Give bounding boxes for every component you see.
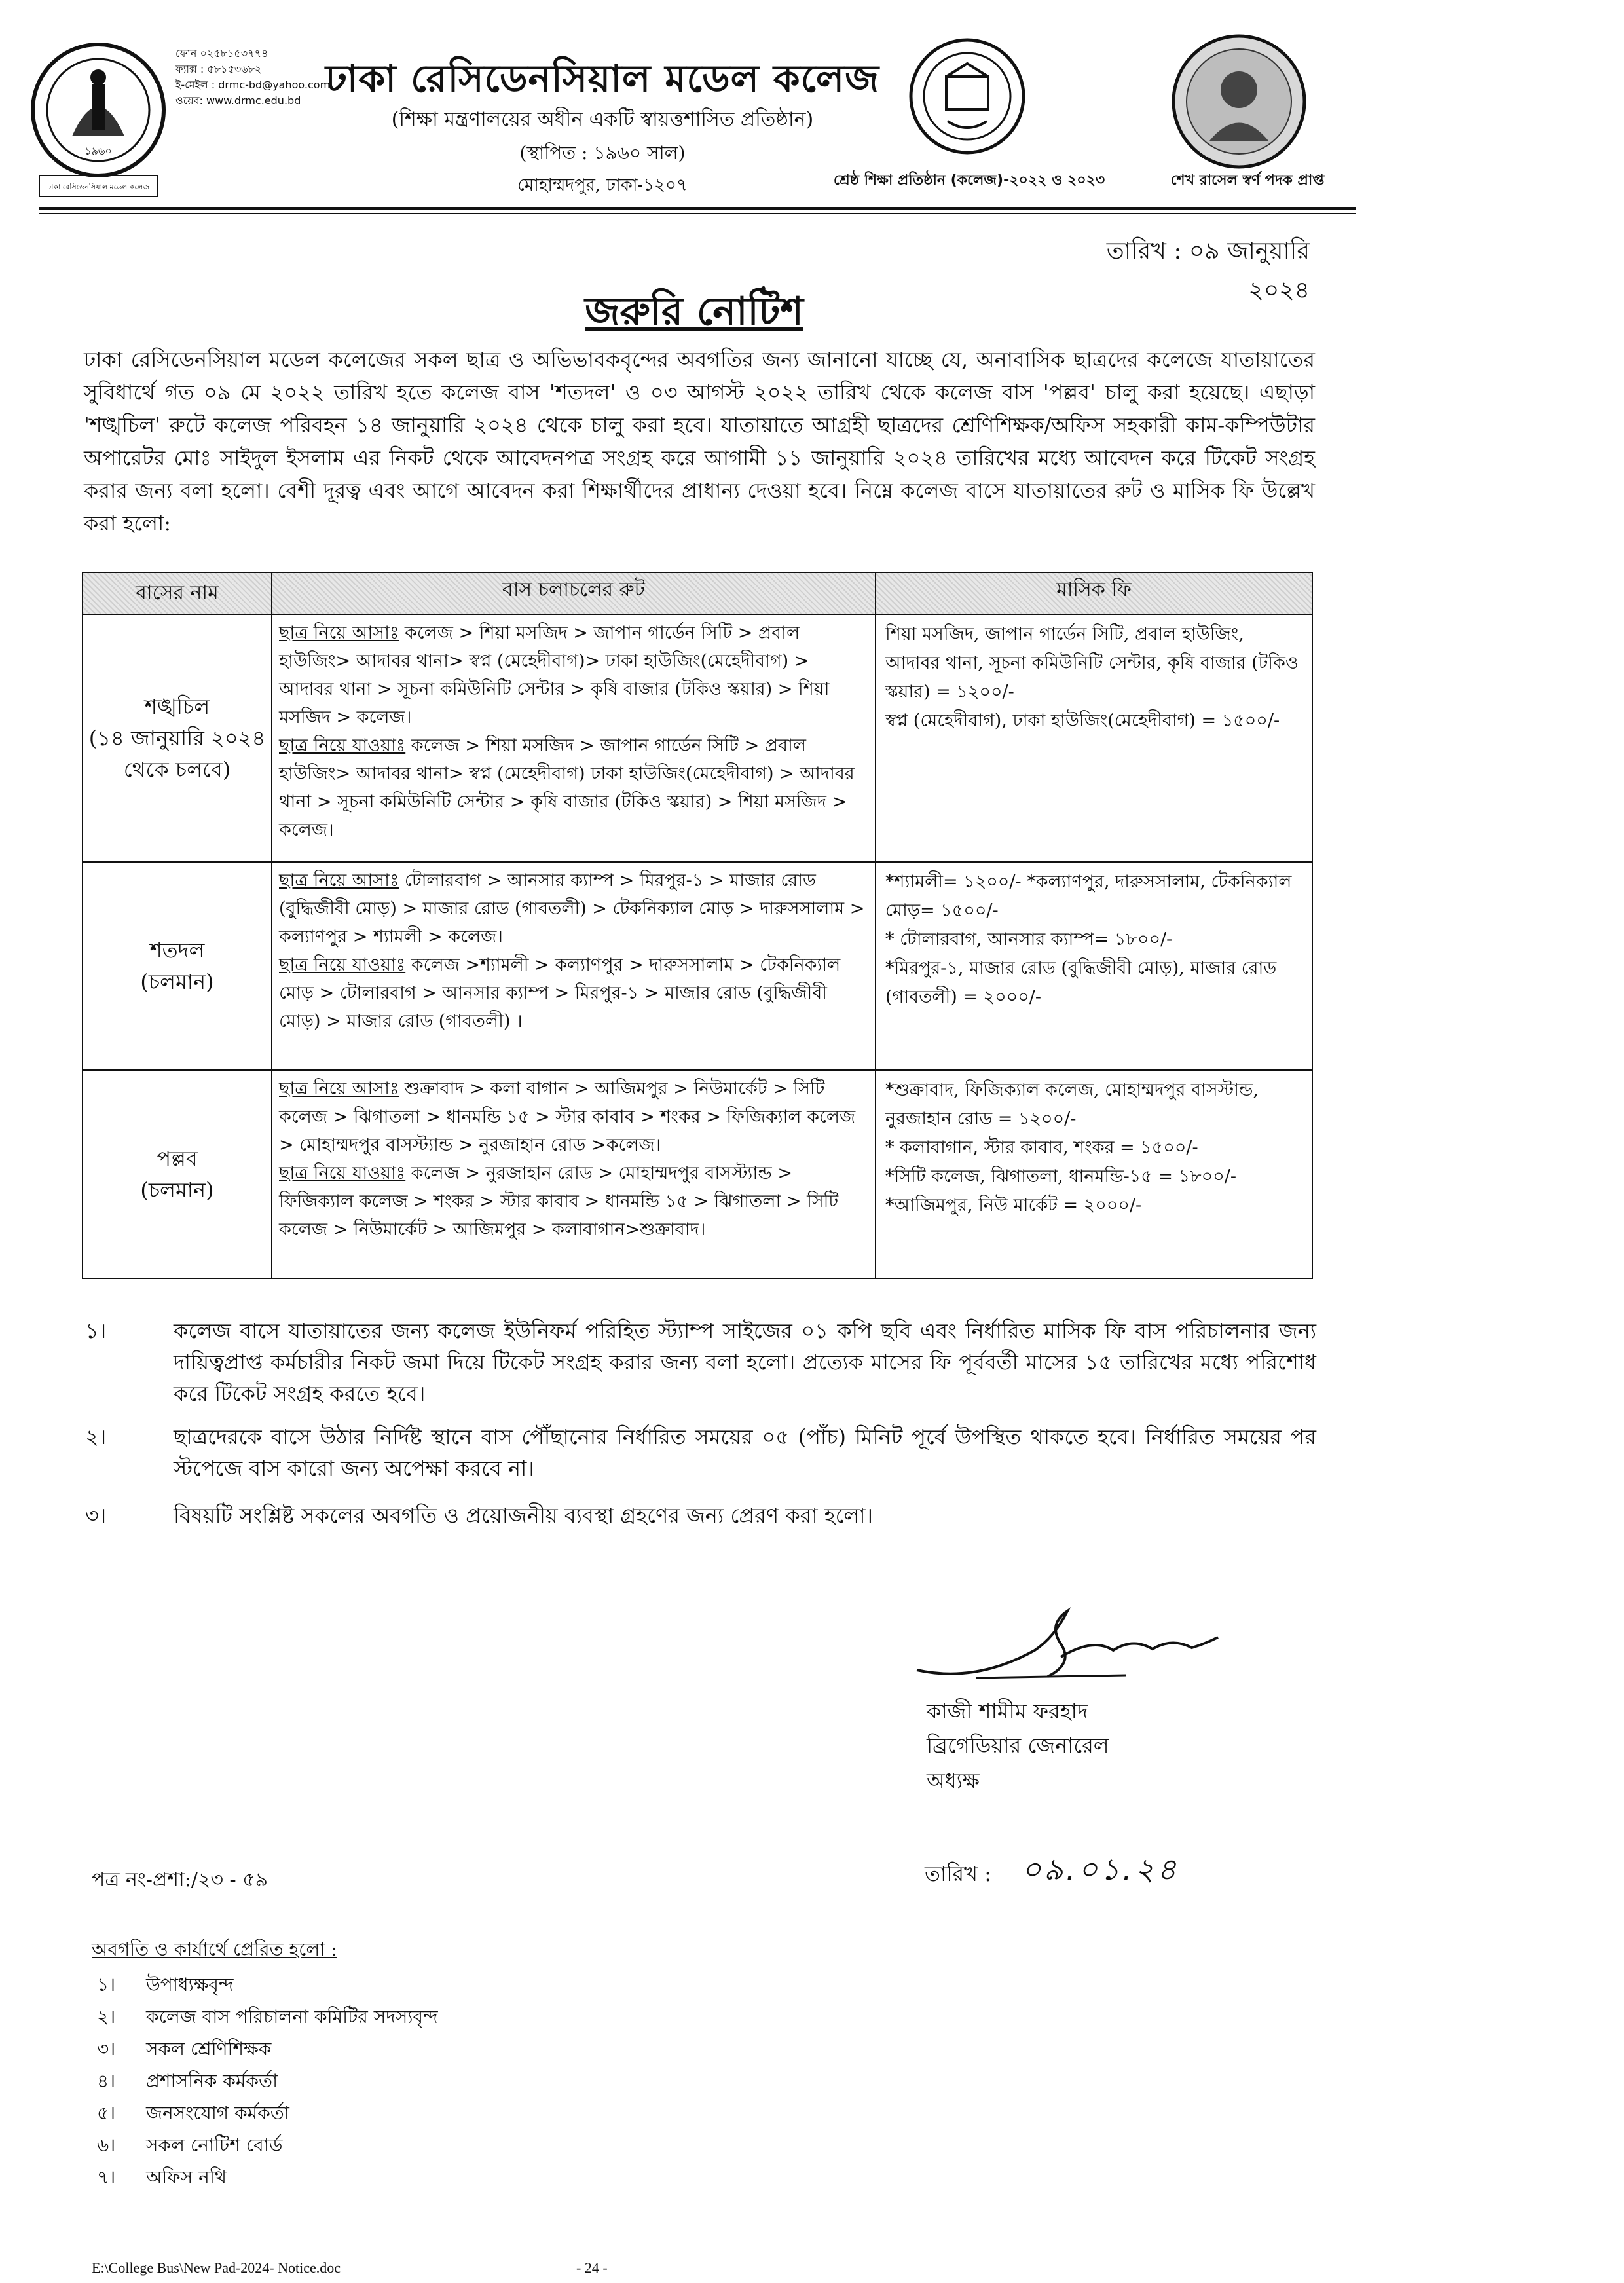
memo-date-value: ০৯.০১.২৪ (1022, 1851, 1179, 1887)
bus-status: (চলমান) (140, 969, 214, 994)
list-item (97, 2033, 438, 2065)
bus-name-cell (83, 614, 272, 862)
fee-line: *শ্যামলী= ১২০০/- *কল্যাণপুর, দারুসসালাম, টেকনিক্যাল মোড়= ১৫০০/- (885, 872, 1292, 921)
list-item (97, 1969, 438, 2001)
fee-cell (876, 862, 1312, 1070)
list-item-number: ২। (97, 2006, 116, 2028)
pickup-label: ছাত্র নিয়ে আসাঃ (279, 1079, 399, 1099)
college-address: মোহাম্মদপুর, ঢাকা-১২০৭ (517, 176, 688, 195)
instruction-text: কলেজ বাসে যাতায়াতের জন্য কলেজ ইউনিফর্ম পরিহিত স্ট্যাম্প সাইজের ০১ কপি ছবি এবং নির্ধারিত মাসিক ফি বাস পরিচালনার জন্য দায়িত্বপ্রাপ্ত কর্মচারীর নিকট জমা দিয়ে টিকেট সংগ্রহ করার জন্য বলা হলো। প্রত্যেক মাসের ফি পূর্ববর্তী মাসের ১৫ তারিখের মধ্যে পরিশোধ করে টিকেট সংগ্রহ করতে হবে। (174, 1318, 1316, 1406)
bus-status: (চলমান) (140, 1178, 214, 1202)
footer-page-number: - 24 - (576, 2259, 608, 2276)
fee-line: শিয়া মসজিদ, জাপান গার্ডেন সিটি, প্রবাল হাউজিং, আদাবর থানা, সূচনা কমিউনিটি সেন্টার, কৃষি বাজার (টকিও স্কয়ার) = ১২০০/- (885, 624, 1299, 702)
pickup-route: শুক্রাবাদ > কলা বাগান > আজিমপুর > নিউমার্কেট > সিটি কলেজ > ঝিগাতলা > ধানমন্ডি ১৫ > স্টার কাবাব > শংকর > ফিজিক্যাল কলেজ > মোহাম্মদপুর বাসস্ট্যান্ড > নুরজাহান রোড >কলেজ। (279, 1079, 856, 1155)
fee-cell (876, 614, 1312, 862)
bus-status: (১৪ জানুয়ারি ২০২৪ থেকে চলবে) (88, 726, 266, 782)
college-logo (26, 38, 170, 202)
list-item (97, 2097, 438, 2129)
bus-name: শতদল (149, 938, 205, 963)
drop-label: ছাত্র নিয়ে যাওয়াঃ (279, 735, 406, 756)
instruction-text: বিষয়টি সংশ্লিষ্ট সকলের অবগতি ও প্রয়োজনীয় ব্যবস্থা গ্রহণের জন্য প্রেরণ করা হলো। (174, 1503, 874, 1528)
copy-to-heading: অবগতি ও কার্যার্থে প্রেরিত হলো : (92, 1939, 337, 1960)
fee-line: * টোলারবাগ, আনসার ক্যাম্প= ১৮০০/- (885, 929, 1173, 950)
table-row (83, 862, 1312, 1070)
pickup-route: কলেজ > শিয়া মসজিদ > জাপান গার্ডেন সিটি > প্রবাল হাউজিং> আদাবর থানা> স্বপ্ন (মেহেদীবাগ)> ঢাকা হাউজিং(মেহেদীবাগ) > আদাবর থানা > সূচনা কমিউনিটি সেন্টার > কৃষি বাজার (টকিও স্কয়ার) > শিয়া মসজিদ > কলেজ। (279, 623, 830, 728)
list-item-text: সকল শ্রেণিশিক্ষক (146, 2038, 272, 2060)
instruction-item (85, 1421, 1316, 1484)
list-item-number: ৫। (97, 2102, 116, 2124)
list-item-text: অফিস নথি (146, 2166, 227, 2188)
list-item-number: ৬। (97, 2134, 116, 2156)
route-cell (272, 1070, 876, 1278)
fee-line: স্বপ্ন (মেহেদীবাগ), ঢাকা হাউজিং(মেহেদীবাগ) = ১৫০০/- (885, 711, 1280, 731)
drop-label: ছাত্র নিয়ে যাওয়াঃ (279, 1163, 406, 1183)
award-caption-gold-medal: শেখ রাসেল স্বর্ণ পদক প্রাপ্ত (1170, 172, 1325, 189)
notice-date: তারিখ : ০৯ জানুয়ারি ২০২৪ (1106, 238, 1310, 304)
fee-line: *সিটি কলেজ, ঝিগাতলা, ধানমন্ডি-১৫ = ১৮০০/- (885, 1166, 1236, 1187)
email-link[interactable]: ই-মেইল : drmc-bd@yahoo.com (175, 79, 331, 91)
handwritten-signature (897, 1598, 1238, 1703)
list-item-text: কলেজ বাস পরিচালনা কমিটির সদস্যবৃন্দ (146, 2006, 438, 2028)
route-cell (272, 862, 876, 1070)
instruction-item (85, 1500, 1316, 1531)
header-route: বাস চলাচলের রুট (272, 572, 876, 614)
drop-route: কলেজ > নুরজাহান রোড > মোহাম্মদপুর বাসস্ট্যান্ড > ফিজিক্যাল কলেজ > শংকর > স্টার কাবাব > ধানমন্ডি ১৫ > ঝিগাতলা > সিটি কলেজ > নিউমার্কেট > আজিমপুর > কলাবাগান>শুক্রাবাদ। (279, 1163, 839, 1240)
list-item-number: ৭। (97, 2166, 116, 2188)
header-monthly-fee: মাসিক ফি (876, 572, 1312, 614)
fee-cell (876, 1070, 1312, 1278)
instruction-item (85, 1315, 1316, 1409)
list-item-number: ৪। (97, 2070, 116, 2092)
award-caption-best-institution: শ্রেষ্ঠ শিক্ষা প্রতিষ্ঠান (কলেজ)-২০২২ ও ২০২৩ (833, 172, 1105, 189)
phone-text: ফোন ০২৫৮১৫৩৭৭৪ (175, 47, 268, 60)
table-row (83, 1070, 1312, 1278)
table-header-row (83, 572, 1312, 614)
bus-name: পল্লব (157, 1146, 198, 1171)
award-seal-icon (907, 36, 1028, 167)
website-link[interactable]: ওয়েব: www.drmc.edu.bd (175, 94, 301, 107)
fax-text: ফ্যাক্স : ৫৮১৫৩৬৮২ (175, 63, 262, 75)
table-row (83, 614, 1312, 862)
college-subtitle: (শিক্ষা মন্ত্রণালয়ের অধীন একটি স্বায়ত্তশাসিত প্রতিষ্ঠান) (391, 108, 814, 131)
list-item-text: উপাধ্যক্ষবৃন্দ (146, 1974, 234, 1995)
bus-name: শঙ্খচিল (144, 694, 210, 719)
signatory-rank: ব্রিগেডিয়ার জেনারেল (927, 1733, 1109, 1758)
memo-date-label: তারিখ : (925, 1861, 992, 1886)
fee-line: *মিরপুর-১, মাজার রোড (বুদ্ধিজীবী মোড়), মাজার রোড (গাবতলী) = ২০০০/- (885, 958, 1277, 1007)
list-item (97, 2161, 438, 2193)
header-divider-thick (39, 207, 1356, 210)
list-item-number: ৩। (97, 2038, 116, 2060)
pickup-label: ছাত্র নিয়ে আসাঃ (279, 870, 399, 891)
list-item-text: সকল নোটিশ বোর্ড (146, 2134, 283, 2156)
list-item-text: প্রশাসনিক কর্মকর্তা (146, 2070, 278, 2092)
footer-file-path: E:\College Bus\New Pad-2024- Notice.doc (92, 2259, 341, 2276)
drop-label: ছাত্র নিয়ে যাওয়াঃ (279, 955, 406, 975)
pickup-label: ছাত্র নিয়ে আসাঃ (279, 623, 399, 643)
bus-name-cell (83, 862, 272, 1070)
copy-to-list (97, 1969, 438, 2193)
bus-name-cell (83, 1070, 272, 1278)
list-item-number: ১। (97, 1974, 116, 1995)
gold-medal-icon (1169, 29, 1310, 174)
fee-line: *শুক্রাবাদ, ফিজিক্যাল কলেজ, মোহাম্মদপুর বাসস্টান্ড, নুরজাহান রোড = ১২০০/- (885, 1080, 1259, 1129)
list-item (97, 2001, 438, 2033)
instruction-number: ২। (85, 1424, 107, 1449)
college-name: ঢাকা রেসিডেনসিয়াল মডেল কলেজ (325, 56, 880, 101)
established-year: (স্থাপিত : ১৯৬০ সাল) (519, 142, 686, 164)
intro-paragraph: ঢাকা রেসিডেনসিয়াল মডেল কলেজের সকল ছাত্র ও অভিভাবকবৃন্দের অবগতির জন্য জানানো যাচ্ছে যে, অনাবাসিক ছাত্রদের কলেজে যাতায়াতের সুবিধার্থে গত ০৯ মে ২০২২ তারিখ হতে কলেজ বাস 'শতদল' ও ০৩ আগস্ট ২০২২ তারিখ থেকে কলেজ বাস 'পল্লব' চালু করা হয়েছে। এছাড়া 'শঙ্খচিল' রুটে কলেজ পরিবহন ১৪ জানুয়ারি ২০২৪ থেকে চালু করা হবে। যাতায়াতে আগ্রহী ছাত্রদের শ্রেণিশিক্ষক/অফিস সহকারী কাম-কম্পিউটার অপারেটর মোঃ সাইদুল ইসলাম এর নিকট থেকে আবেদনপত্র সংগ্রহ করে আগামী ১১ জানুয়ারি ২০২৪ তারিখের মধ্যে আবেদন করে টিকেট সংগ্রহ করার জন্য বলা হলো। বেশী দূরত্ব এবং আগে আবেদন করা শিক্ষার্থীদের প্রাধান্য দেওয়া হবে। নিম্নে কলেজ বাসে যাতায়াতের রুট ও মাসিক ফি উল্লেখ করা হলো: (84, 347, 1315, 536)
bus-route-table (82, 572, 1313, 1279)
header-bus-name: বাসের নাম (83, 572, 272, 614)
list-item (97, 2129, 438, 2161)
list-item-text: জনসংযোগ কর্মকর্তা (146, 2102, 289, 2124)
instruction-number: ১। (85, 1318, 107, 1343)
drop-route: কলেজ > শিয়া মসজিদ > জাপান গার্ডেন সিটি > প্রবাল হাউজিং> আদাবর থানা> স্বপ্ন (মেহেদীবাগ) ঢাকা হাউজিং(মেহেদীবাগ) > আদাবর থানা > সূচনা কমিউনিটি সেন্টার > কৃষি বাজার (টকিও স্কয়ার) > শিয়া মসজিদ > কলেজ। (279, 735, 855, 840)
pickup-route: টোলারবাগ > আনসার ক্যাম্প > মিরপুর-১ > মাজার রোড (বুদ্ধিজীবী মোড়) > মাজার রোড (গাবতলী) > টেকনিক্যাল মোড় > দারুসসালাম > কল্যাণপুর > শ্যামলী > কলেজ। (279, 870, 865, 947)
instruction-number: ৩। (85, 1503, 107, 1528)
notice-title: জরুরি নোটিশ (585, 289, 803, 335)
signatory-name: কাজী শামীম ফরহাদ (927, 1699, 1088, 1724)
fee-line: * কলাবাগান, স্টার কাবাব, শংকর = ১৫০০/- (885, 1138, 1198, 1158)
instruction-text: ছাত্রদেরকে বাসে উঠার নির্দিষ্ট স্থানে বাস পৌঁছানোর নির্ধারিত সময়ের ০৫ (পাঁচ) মিনিট পূর্বে উপস্থিত থাকতে হবে। নির্ধারিত সময়ের পর স্টপেজে বাস কারো জন্য অপেক্ষা করবে না। (174, 1424, 1316, 1481)
logo-ribbon-text: ঢাকা রেসিডেনসিয়াল মডেল কলেজ (46, 183, 150, 191)
list-item (97, 2065, 438, 2097)
drop-route: কলেজ >শ্যামলী > কল্যাণপুর > দারুসসালাম > টেকনিক্যাল মোড় > টোলারবাগ > আনসার ক্যাম্প > মিরপুর-১ > মাজার রোড (বুদ্ধিজীবী মোড়) > মাজার রোড (গাবতলী) । (279, 955, 841, 1031)
route-cell (272, 614, 876, 862)
memo-number: পত্র নং-প্রশা:/২৩ - ৫৯ (92, 1868, 268, 1891)
signatory-title: অধ্যক্ষ (927, 1768, 980, 1793)
logo-year: ১৯৬০ (84, 145, 112, 157)
fee-line: *আজিমপুর, নিউ মার্কেট = ২০০০/- (885, 1195, 1142, 1216)
header-divider-thin (39, 213, 1356, 214)
